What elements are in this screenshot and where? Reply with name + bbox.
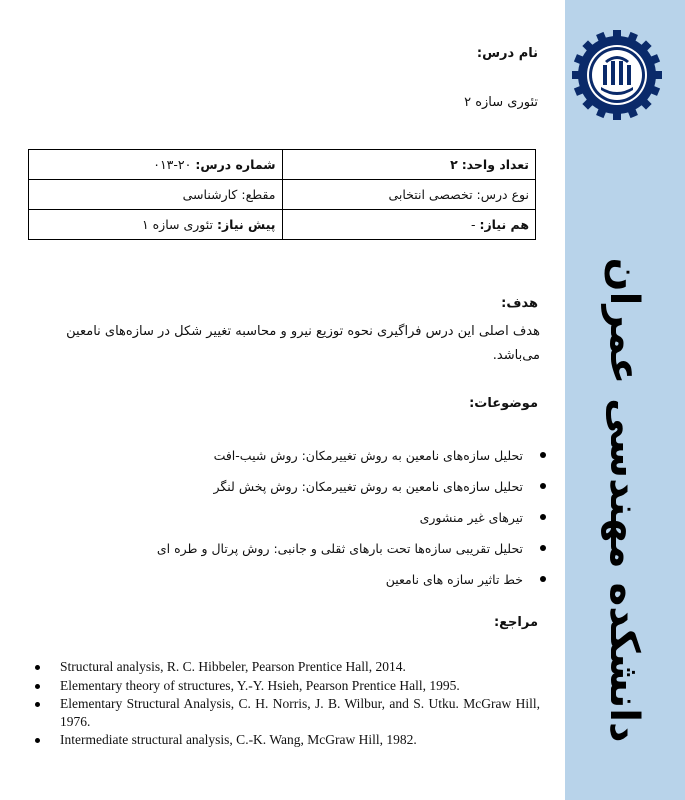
- goal-text: هدف اصلی این درس فراگیری نحوه توزیع نیرو و محاسبه تغییر شکل در سازه‌های نامعین می‌باشد.: [66, 324, 540, 363]
- course-info-table: [28, 149, 536, 240]
- list-item: خط تاثیر سازه های نامعین: [157, 564, 523, 595]
- type-label: نوع درس:: [476, 187, 529, 202]
- list-item: تحلیل تقریبی سازه‌ها تحت بارهای ثقلی و جانبی: روش پرتال و طره ای: [157, 533, 523, 564]
- list-item: تیرهای غیر منشوری: [157, 502, 523, 533]
- topics-label: موضوعات:: [469, 396, 538, 411]
- list-item: Elementary Structural Analysis, C. H. Norris, J. B. Wilbur, and S. Utku. McGraw Hill, 1976.: [28, 695, 540, 730]
- units-cell: [282, 150, 536, 180]
- course-name-label: نام درس:: [476, 46, 538, 61]
- goal-label: هدف:: [501, 296, 538, 311]
- list-item: Structural analysis, R. C. Hibbeler, Pearson Prentice Hall, 2014.: [28, 658, 540, 676]
- level-value: کارشناسی: [182, 187, 238, 202]
- list-item: Intermediate structural analysis, C.-K. Wang, McGraw Hill, 1982.: [28, 731, 540, 749]
- list-item: تحلیل سازه‌های نامعین به روش تغییرمکان: روش شیب-افت: [157, 440, 523, 471]
- table-row: [29, 180, 536, 210]
- course-number-value: ۲۰-۰۱۳: [153, 157, 192, 172]
- faculty-name: دانشکده مهندسی عمران: [601, 257, 647, 743]
- table-row: [29, 210, 536, 240]
- references-list: [28, 658, 540, 750]
- prereq-label: پیش نیاز:: [216, 217, 276, 232]
- coreq-value: -: [470, 217, 476, 232]
- course-number-label: شماره درس:: [195, 157, 276, 172]
- topics-list: [157, 440, 523, 595]
- level-label: مقطع:: [241, 187, 276, 202]
- type-value: تخصصی انتخابی: [388, 187, 473, 202]
- units-label: تعداد واحد:: [461, 157, 529, 172]
- prereq-cell: [29, 210, 283, 240]
- prereq-value: تئوری سازه ۱: [141, 217, 213, 232]
- course-number-cell: [29, 150, 283, 180]
- sharif-university-emblem-icon: [572, 30, 662, 120]
- table-row: [29, 150, 536, 180]
- coreq-label: هم نیاز:: [479, 217, 529, 232]
- references-label: مراجع:: [493, 615, 538, 630]
- type-cell: [282, 180, 536, 210]
- units-value: ۲: [450, 157, 458, 172]
- list-item: تحلیل سازه‌های نامعین به روش تغییرمکان: روش پخش لنگر: [157, 471, 523, 502]
- list-item: Elementary theory of structures, Y.-Y. Hsieh, Pearson Prentice Hall, 1995.: [28, 677, 540, 695]
- level-cell: [29, 180, 283, 210]
- coreq-cell: [282, 210, 536, 240]
- course-name-value: تئوری سازه ۲: [464, 95, 538, 110]
